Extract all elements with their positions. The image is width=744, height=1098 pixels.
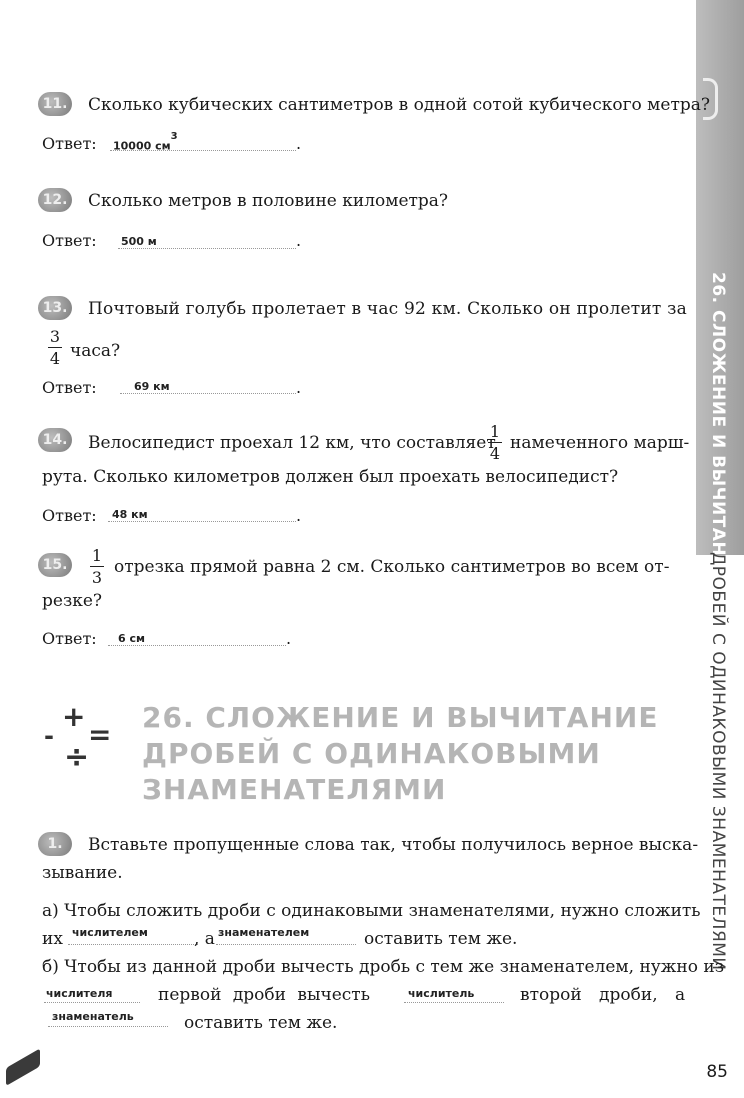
item-a-suffix: оставить тем же.	[364, 929, 518, 949]
side-tab-subtitle: ДРОБЕЙ С ОДИНАКОВЫМИ ЗНАМЕНАТЕЛЯМИ	[708, 552, 728, 971]
answer-label: Ответ:	[42, 506, 97, 525]
fill-answer: знаменателем	[218, 926, 310, 939]
fill-line	[44, 1002, 140, 1003]
fill-line	[216, 944, 356, 945]
answer-value: 6 см	[118, 632, 145, 645]
minus-symbol: -	[44, 722, 54, 750]
task-text: Велосипедист проехал 12 км, что составляет	[88, 433, 496, 453]
answer-label: Ответ:	[42, 629, 97, 648]
task-text: Сколько кубических сантиметров в одной сотой кубического метра?	[88, 95, 710, 115]
item-a-text: а) Чтобы сложить дроби с одинаковыми знаменателями, нужно сложить	[42, 901, 701, 921]
answer-dot: .	[296, 231, 302, 250]
section-title-line1: 26. СЛОЖЕНИЕ И ВЫЧИТАНИЕ	[142, 701, 659, 734]
task-text: Почтовый голубь пролетает в час 92 км. Сколько он пролетит за	[88, 299, 687, 319]
divide-symbol: ÷	[64, 740, 90, 775]
task-number-badge: 1.	[38, 832, 72, 856]
item-b-mid2: второй дроби, а	[520, 985, 686, 1005]
task-number-badge: 13.	[38, 296, 72, 320]
answer-line	[108, 521, 296, 522]
fill-line	[48, 1026, 168, 1027]
answer-dot: .	[286, 629, 292, 648]
fill-answer: числителем	[72, 926, 148, 939]
task-text-cont: часа?	[70, 341, 121, 361]
answer-dot: .	[296, 378, 302, 397]
answer-label: Ответ:	[42, 378, 97, 397]
fill-line	[68, 944, 198, 945]
answer-dot: .	[296, 506, 302, 525]
answer-dot: .	[296, 134, 302, 153]
fill-answer: знаменатель	[52, 1010, 134, 1023]
fraction: 3 4	[49, 327, 61, 368]
answer-line	[118, 248, 296, 249]
section-title-line3: ЗНАМЕНАТЕЛЯМИ	[142, 773, 447, 806]
answer-label: Ответ:	[42, 231, 97, 250]
equals-symbol: =	[88, 718, 112, 751]
answer-line	[108, 645, 286, 646]
task-number-badge: 14.	[38, 428, 72, 452]
fraction: 1 3	[91, 546, 103, 587]
task-text-cont: резке?	[42, 591, 103, 611]
answer-value: 69 км	[134, 380, 170, 393]
task-number-badge: 12.	[38, 188, 72, 212]
page-number: 85	[706, 1062, 728, 1082]
task-text-cont: рута. Сколько километров должен был проехать велосипедист?	[42, 467, 619, 487]
corner-logo	[6, 1048, 40, 1086]
answer-line	[110, 150, 296, 151]
item-a-prefix: их	[42, 929, 63, 949]
item-b-suffix: оставить тем же.	[184, 1013, 338, 1033]
task-text: Вставьте пропущенные слова так, чтобы получилось верное выска-	[88, 835, 699, 855]
task-number-badge: 15.	[38, 553, 72, 577]
item-b-text: б) Чтобы из данной дроби вычесть дробь с тем же знаменателем, нужно из	[42, 957, 724, 977]
item-a-mid: , а	[194, 929, 215, 949]
task-number-badge: 11.	[38, 92, 72, 116]
answer-value: 48 км	[112, 508, 148, 521]
task-text-cont: зывание.	[42, 863, 123, 883]
task-text-after: намеченного марш-	[510, 433, 690, 453]
answer-label: Ответ:	[42, 134, 97, 153]
fill-answer: числитель	[408, 987, 475, 1000]
plus-symbol: +	[62, 700, 86, 733]
task-text: отрезка прямой равна 2 см. Сколько сантиметров во всем от-	[114, 557, 670, 577]
fill-answer: числителя	[46, 987, 113, 1000]
task-text: Сколько метров в половине километра?	[88, 191, 449, 211]
side-tab-title: 26. СЛОЖЕНИЕ И ВЫЧИТАНИЕ	[708, 272, 728, 583]
answer-value: 500 м	[121, 235, 157, 248]
answer-line	[120, 393, 296, 394]
item-b-mid1: первой дроби вычесть	[158, 985, 370, 1005]
answer-value: 10000 $см^3$	[113, 131, 178, 153]
fraction: 1 4	[489, 422, 501, 463]
section-title-line2: ДРОБЕЙ С ОДИНАКОВЫМИ	[142, 737, 601, 770]
fill-line	[404, 1002, 504, 1003]
